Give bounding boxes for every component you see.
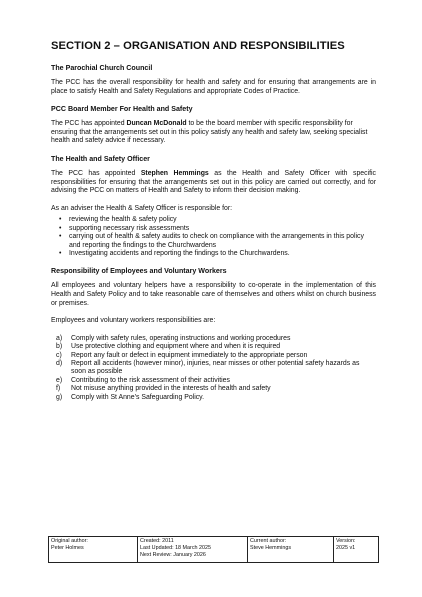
current-author-name: Steve Hemmings xyxy=(250,545,292,551)
item-marker: g) xyxy=(56,393,63,401)
original-author-cell xyxy=(49,537,138,563)
board-member-heading: PCC Board Member For Health and Safety xyxy=(51,105,193,114)
responsibility-item xyxy=(56,343,376,351)
original-author-name: Peter Holmes xyxy=(51,545,84,551)
item-marker: b) xyxy=(56,343,63,351)
employees-list-intro: Employees and voluntary workers responsibilities are: xyxy=(51,317,216,325)
pcc-heading: The Parochial Church Council xyxy=(51,64,153,72)
dates-cell xyxy=(138,537,248,563)
board-member-paragraph xyxy=(51,120,376,146)
created-date: Created: 2011 xyxy=(140,538,174,544)
item-marker: a) xyxy=(56,334,63,342)
footer-row xyxy=(49,537,379,563)
item-marker: e) xyxy=(56,376,63,384)
officer-text-pre: The PCC has appointed xyxy=(51,169,141,177)
board-member-text-post: to be the board member with specific responsibility for ensuring that the arrangements set out in this policy satisfy any health and safety law, seeking specialist health and safety advice if necessary. xyxy=(51,120,368,145)
version-value: 2025 v1 xyxy=(336,545,356,551)
current-author-cell xyxy=(248,537,334,563)
item-text: Comply with safety rules, operating instructions and working procedures xyxy=(71,334,291,342)
responsibility-item xyxy=(56,334,376,343)
version-label: Version: xyxy=(336,538,356,544)
responsibility-item xyxy=(56,351,376,360)
employee-responsibilities-list xyxy=(51,335,376,402)
item-text: Report all accidents (however minor), injuries, near misses or other potential safety hazards as soon as possible xyxy=(71,359,360,376)
item-marker: d) xyxy=(56,359,63,367)
duty-item: • carrying out of health & safety audits to check on compliance with the arrangements in this policy and reporting the findings to the Churchwardens xyxy=(69,233,376,250)
responsibility-item xyxy=(56,359,376,377)
board-member-text-pre: The PCC has appointed xyxy=(51,120,127,128)
item-text: Contributing to the risk assessment of their activities xyxy=(71,376,230,384)
responsibility-item xyxy=(56,385,376,393)
item-text: Comply with St Anne’s Safeguarding Policy. xyxy=(71,393,205,401)
officer-text-post: as the Health and Safety Officer with specific responsibilities for ensuring that the arrangements set out in this policy are carried out correctly, and for advising the PCC on matters of Health and Safety to inform their decision making. xyxy=(51,169,376,195)
document-footer-table xyxy=(48,536,379,563)
officer-duties-list xyxy=(51,216,376,258)
item-text: Not misuse anything provided in the interests of health and safety xyxy=(71,385,271,393)
officer-adviser-intro: As an adviser the Health & Safety Officer is responsible for: xyxy=(51,204,233,212)
next-review-date: Next Review: January 2026 xyxy=(140,552,206,558)
pcc-paragraph: The PCC has the overall responsibility for health and safety and for ensuring that arrangements are in place to satisfy Health and Safety Regulations and appropriate Codes of Practice. xyxy=(51,79,376,95)
responsibility-item xyxy=(56,376,376,385)
current-author-label: Current author: xyxy=(250,538,287,544)
last-updated-date: Last Updated: 18 March 2025 xyxy=(140,545,212,551)
officer-paragraph xyxy=(51,170,376,196)
original-author-label: Original author: xyxy=(51,538,88,544)
responsibility-item xyxy=(56,393,376,402)
document-body xyxy=(51,40,376,411)
officer-heading: The Health and Safety Officer xyxy=(51,154,150,163)
duty-item: • reviewing the health & safety policy xyxy=(69,216,376,224)
item-text: Report any fault or defect in equipment immediately to the appropriate person xyxy=(71,351,308,359)
duty-item: • Investigating accidents and reporting the findings to the Churchwardens. xyxy=(69,250,376,258)
employees-heading: Responsibility of Employees and Voluntary Workers xyxy=(51,267,227,276)
board-member-name: Duncan McDonald xyxy=(126,120,187,128)
version-cell xyxy=(334,537,379,563)
duty-item: • supporting necessary risk assessments xyxy=(69,225,376,233)
section-title: SECTION 2 – ORGANISATION AND RESPONSIBILITIES xyxy=(51,40,345,52)
officer-name: Stephen Hemmings xyxy=(140,169,209,177)
item-marker: f) xyxy=(56,385,61,393)
employees-paragraph: All employees and voluntary helpers have a responsibility to co-operate in the implementation of this Health and Safety Policy and to take reasonable care of themselves and others whilst on church business or premises. xyxy=(51,282,376,307)
item-text: Use protective clothing and equipment where and when it is required xyxy=(71,343,281,351)
item-marker: c) xyxy=(56,351,62,359)
